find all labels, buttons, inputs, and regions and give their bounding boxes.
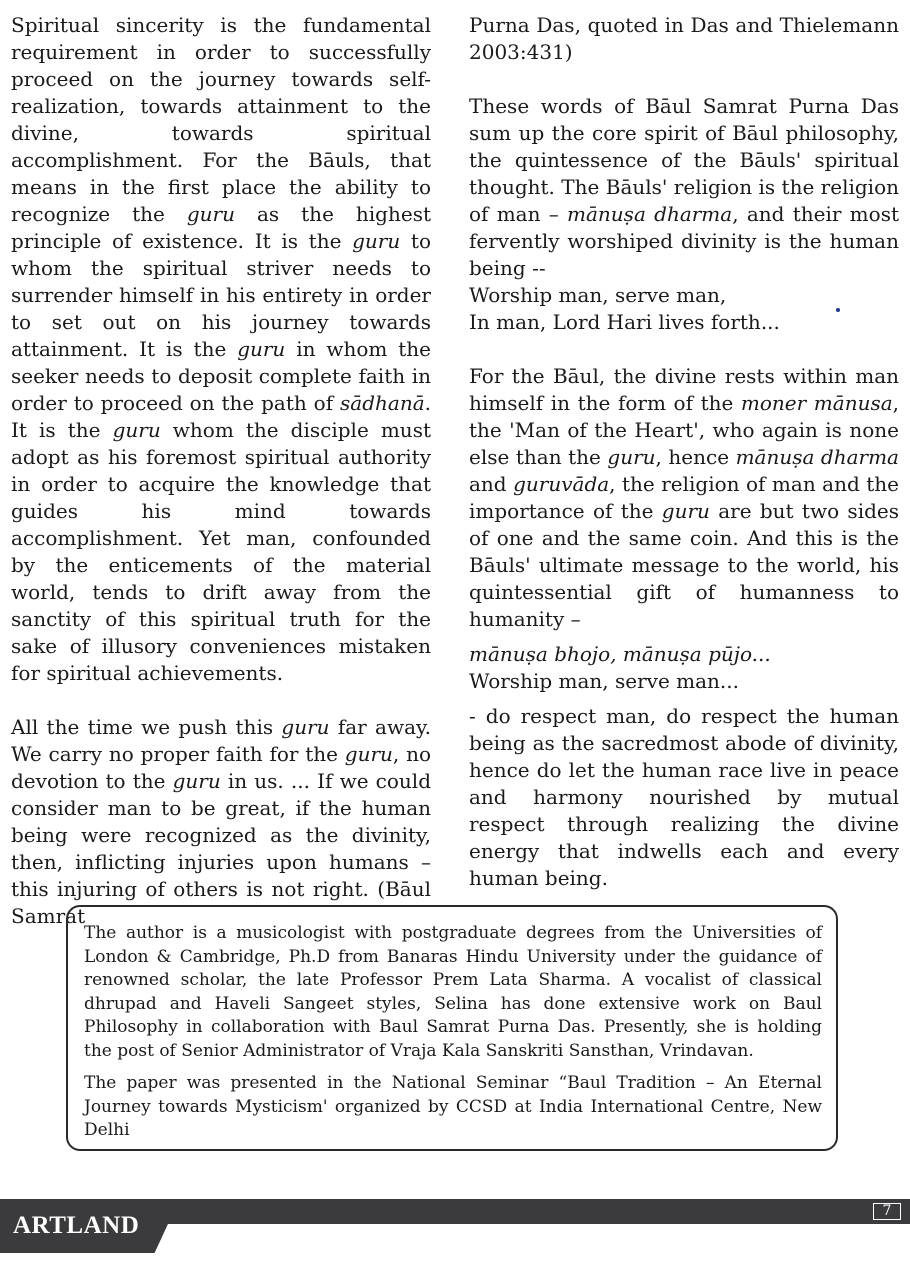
- text-run: These words of Bāul Samrat Purna Das sum up the core spirit of Bāul philosophy, the quintessence of the Bāuls' spiritual thought. The Bāuls' religion is the religion of man –: [469, 94, 899, 226]
- paragraph-core-spirit: [469, 93, 899, 282]
- text-run: Spiritual sincerity is the fundamental requirement in order to successfully proceed on the journey towards self-realization, towards attainment to the divine, towards spiritual accomplishment. For the Bāuls, that means in the first place the ability to recognize the: [11, 13, 431, 226]
- author-bio-box: [66, 905, 838, 1151]
- term-guru: guru: [344, 742, 393, 766]
- term-guru: guru: [661, 499, 710, 523]
- text-run: as the highest principle of existence. It is the: [11, 202, 431, 253]
- paragraph-spacer: [11, 687, 431, 714]
- stray-dot-mark: [836, 308, 840, 312]
- term-guru: guru: [112, 418, 161, 442]
- paragraph-man-of-heart: [469, 363, 899, 633]
- text-run: in whom the seeker needs to deposit complete faith in order to proceed on the path of: [11, 337, 432, 415]
- term-moner-manusa: moner mānusa: [740, 391, 893, 415]
- term-manusa-dharma: mānuṣa dharma: [567, 202, 733, 226]
- page-number: 7: [873, 1203, 901, 1220]
- text-run: , the 'Man of the Heart', who again is none else than the: [469, 391, 899, 469]
- text-run: , the religion of man and the importance of the: [469, 472, 900, 523]
- text-run: , no devotion to the: [11, 742, 431, 793]
- verse-line-sanskrit: [469, 641, 899, 668]
- verse-line: Worship man, serve man,: [469, 283, 727, 307]
- text-run: and: [469, 472, 514, 496]
- text-run: in us. ... If we could consider man to be great, if the human being were recognized as the divinity, then, inflicting injuries upon humans – this injuring of others is not right. (Bāul Samrat: [11, 769, 431, 928]
- paragraph-quote-purna-das: [11, 714, 431, 930]
- text-run: , and their most fervently worshiped divinity is the human being --: [469, 202, 899, 280]
- paragraph-citation: Purna Das, quoted in Das and Thielemann 2003:431): [469, 13, 899, 64]
- term-sadhana: sādhanā: [340, 391, 425, 415]
- paragraph-respect-man: - do respect man, do respect the human being as the sacredmost abode of divinity, hence do let the human race live in peace and harmony nourished by mutual respect through realizing the divine energy that indwells each and every human being.: [469, 704, 899, 890]
- term-guru: guru: [186, 202, 235, 226]
- paragraph-spacer: [469, 695, 899, 703]
- term-guruvada: guruvāda: [513, 472, 610, 496]
- text-run: All the time we push this: [11, 715, 282, 739]
- seminar-note-paragraph: The paper was presented in the National Seminar “Baul Tradition – An Eternal Journey towards Mysticism' organized by CCSD at India International Centre, New Delhi: [84, 1073, 822, 1140]
- text-run: to whom the spiritual striver needs to surrender himself in his entirety in order to set out on his journey towards attainment. It is the: [11, 229, 431, 361]
- paragraph-spacer: [469, 633, 899, 641]
- verse-sanskrit: mānuṣa bhojo, mānuṣa pūjo...: [469, 642, 771, 666]
- term-manusa-dharma: mānuṣa dharma: [735, 445, 899, 469]
- text-run: are but two sides of one and the same coin. And this is the Bāuls' ultimate message to the world, his quintessential gift of humanness to humanity –: [469, 499, 899, 631]
- term-guru: guru: [352, 229, 401, 253]
- term-guru: guru: [172, 769, 221, 793]
- term-guru: guru: [237, 337, 286, 361]
- text-run: , hence: [655, 445, 736, 469]
- right-text-column: [469, 12, 899, 892]
- verse-line: Worship man, serve man...: [469, 669, 739, 693]
- paragraph-guru-sincerity: [11, 12, 431, 687]
- text-run: far away. We carry no proper faith for the: [11, 715, 431, 766]
- text-run: whom the disciple must adopt as his foremost spiritual authority in order to acquire the knowledge that guides his mind towards accomplishment. Yet man, confounded by the enticements of the material world, tends to drift away from the sanctity of this spiritual truth for the sake of illusory conveniences mistaken for spiritual achievements.: [11, 418, 431, 685]
- left-text-column: [11, 12, 431, 930]
- text-run: For the Bāul, the divine rests within man himself in the form of the: [469, 364, 899, 415]
- paragraph-spacer: [469, 66, 899, 93]
- author-bio-paragraph: The author is a musicologist with postgraduate degrees from the Universities of London & Cambridge, Ph.D from Banaras Hindu University under the guidance of renowned scholar, the late Professor Prem Lata Sharma. A vocalist of classical dhrupad and Haveli Sangeet styles, Selina has done extensive work on Baul Philosophy in collaboration with Baul Samrat Purna Das. Presently, she is holding the post of Senior Administrator of Vraja Kala Sanskriti Sansthan, Vrindavan.: [84, 923, 822, 1061]
- verse-line: In man, Lord Hari lives forth...: [469, 310, 780, 334]
- text-run: . It is the: [11, 391, 431, 442]
- brand-logo-text: ARTLAND: [13, 1212, 140, 1239]
- paragraph-spacer: [469, 336, 899, 363]
- term-guru: guru: [607, 445, 656, 469]
- term-guru: guru: [281, 715, 330, 739]
